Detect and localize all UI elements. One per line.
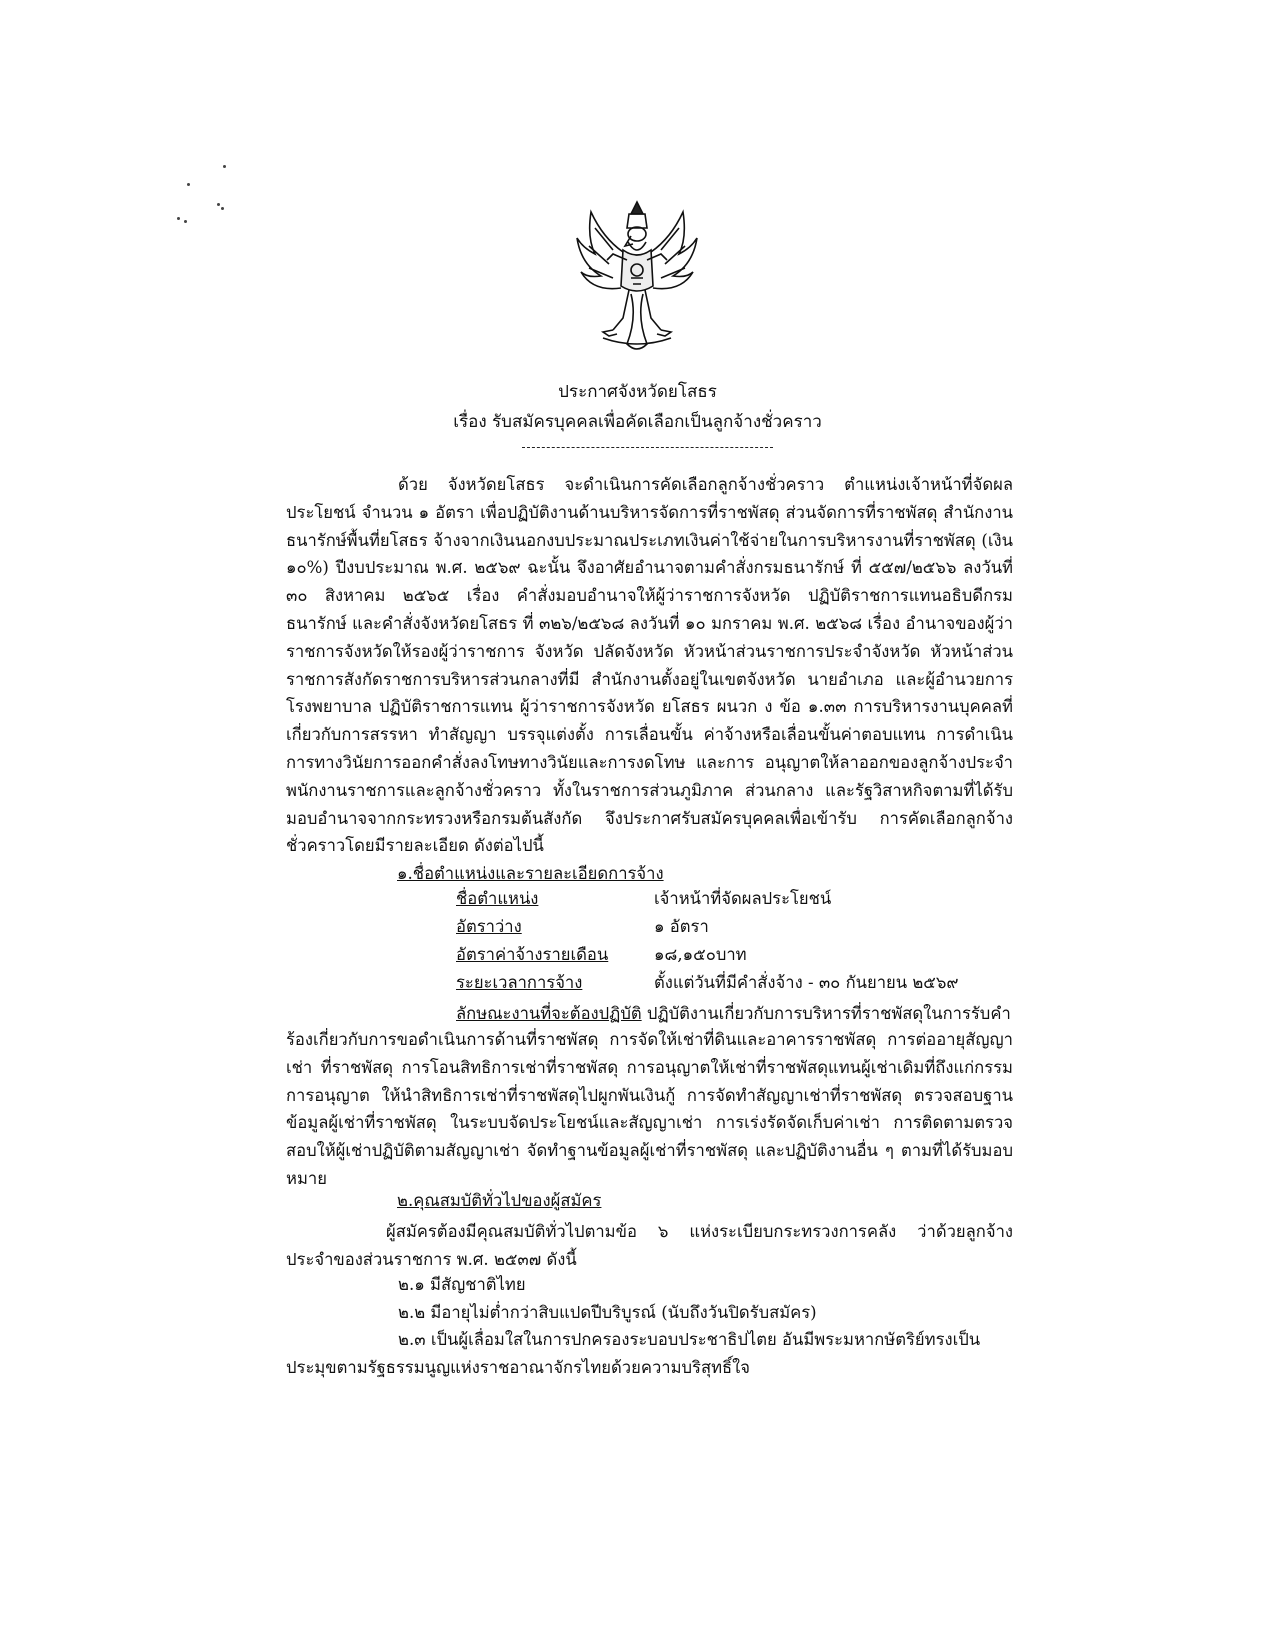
vacancy-label: อัตราว่าง [456, 917, 522, 936]
qualification-item: ๒.๓ เป็นผู้เลื่อมใสในการปกครองระบอบประชาธิปไตย อันมีพระมหากษัตริย์ทรงเป็น [398, 1330, 981, 1349]
table-row [456, 941, 959, 969]
section2-title: ๒.คุณสมบัติทั่วไปของผู้สมัคร [397, 1191, 602, 1210]
qualifications-intro: ผู้สมัครต้องมีคุณสมบัติทั่วไปตามข้อ ๖ แห่งระเบียบกระทรวงการคลัง ว่าด้วยลูกจ้าง ประจำของส่วนราชการ พ.ศ. ๒๕๓๗ ดังนี้ [286, 1222, 1013, 1269]
duties-label: ลักษณะงานที่จะต้องปฏิบัติ [456, 1004, 642, 1023]
notice-title: ประกาศจังหวัดยโสธร [558, 382, 717, 402]
table-row [456, 885, 959, 913]
table-row [456, 969, 959, 997]
duties-first: ปฏิบัติงานเกี่ยวกับการบริหารที่ราชพัสดุในการรับคำ [646, 1004, 1011, 1023]
vacancy-value: ๑ อัตรา [654, 917, 709, 936]
garuda-emblem-icon [573, 198, 701, 356]
table-row [456, 913, 959, 941]
salary-value: ๑๘,๑๕๐บาท [654, 945, 747, 964]
qualification-item: ๒.๒ มีอายุไม่ต่ำกว่าสิบแปดปีบริบูรณ์ (นับถึงวันปิดรับสมัคร) [398, 1303, 817, 1322]
notice-subject: เรื่อง รับสมัครบุคคลเพื่อคัดเลือกเป็นลูกจ้างชั่วคราว [453, 412, 822, 432]
duties-line [456, 1001, 1011, 1027]
section1-title: ๑.ชื่อตำแหน่งและรายละเอียดการจ้าง [397, 864, 664, 883]
qualification-continuation: ประมุขตามรัฐธรรมนูญแห่งราชอาณาจักรไทยด้วยความบริสุทธิ์ใจ [286, 1358, 750, 1377]
title-divider [522, 447, 773, 448]
salary-label: อัตราค่าจ้างรายเดือน [456, 945, 609, 964]
duties-paragraph: ร้องเกี่ยวกับการขอดำเนินการด้านที่ราชพัสดุ การจัดให้เช่าที่ดินและอาคารราชพัสดุ การต่ออายุสัญญาเช่า ที่ราชพัสดุ การโอนสิทธิการเช่าที่ราชพัสดุ การอนุญาตให้เช่าที่ราชพัสดุแทนผู้เช่าเดิมที่ถึงแก่กรรม การอนุญาต ให้นำสิทธิการเช่าที่ราชพัสดุไปผูกพันเงินกู้ การจัดทำสัญญาเช่าที่ราชพัสดุ ตรวจสอบฐานข้อมูลผู้เช่าที่ราชพัสดุ ในระบบจัดประโยชน์และสัญญาเช่า การเร่งรัดจัดเก็บค่าเช่า การติดตามตรวจสอบให้ผู้เช่าปฏิบัติตามสัญญาเช่า จัดทำฐานข้อมูลผู้เช่าที่ราชพัสดุ และปฏิบัติงานอื่น ๆ ตามที่ได้รับมอบหมาย [286, 1030, 1013, 1188]
employment-period-value: ตั้งแต่วันที่มีคำสั่งจ้าง - ๓๐ กันยายน ๒๕๖๙ [654, 973, 959, 992]
scan-specks [175, 165, 235, 225]
intro-paragraph: ด้วย จังหวัดยโสธร จะดำเนินการคัดเลือกลูกจ้างชั่วคราว ตำแหน่งเจ้าหน้าที่จัดผลประโยชน์ จำนวน ๑ อัตรา เพื่อปฏิบัติงานด้านบริหารจัดการที่ราชพัสดุ ส่วนจัดการที่ราชพัสดุ สำนักงานธนารักษ์พื้นที่ยโสธร จ้างจากเงินนอกงบประมาณประเภทเงินค่าใช้จ่ายในการบริหารงานที่ราชพัสดุ (เงิน ๑๐%) ปีงบประมาณ พ.ศ. ๒๕๖๙ ฉะนั้น จึงอาศัยอำนาจตามคำสั่งกรมธนารักษ์ ที่ ๕๕๗/๒๕๖๖ ลงวันที่ ๓๐ สิงหาคม ๒๕๖๕ เรื่อง คำสั่งมอบอำนาจให้ผู้ว่าราชการจังหวัด ปฏิบัติราชการแทนอธิบดีกรมธนารักษ์ และคำสั่งจังหวัดยโสธร ที่ ๓๒๖/๒๕๖๘ ลงวันที่ ๑๐ มกราคม พ.ศ. ๒๕๖๘ เรื่อง อำนาจของผู้ว่าราชการจังหวัดให้รองผู้ว่าราชการ จังหวัด ปลัดจังหวัด หัวหน้าส่วนราชการประจำจังหวัด หัวหน้าส่วนราชการสังกัดราชการบริหารส่วนกลางที่มี สำนักงานตั้งอยู่ในเขตจังหวัด นายอำเภอ และผู้อำนวยการโรงพยาบาล ปฏิบัติราชการแทน ผู้ว่าราชการจังหวัด ยโสธร ผนวก ง ข้อ ๑.๓๓ การบริหารงานบุคคลที่เกี่ยวกับการสรรหา ทำสัญญา บรรจุแต่งตั้ง การเลื่อนขั้น ค่าจ้างหรือเลื่อนขั้นค่าตอบแทน การดำเนินการทางวินัยการออกคำสั่งลงโทษทางวินัยและการงดโทษ และการ อนุญาตให้ลาออกของลูกจ้างประจำ พนักงานราชการและลูกจ้างชั่วคราว ทั้งในราชการส่วนภูมิภาค ส่วนกลาง และรัฐวิสาหกิจตามที่ได้รับมอบอำนาจจากกระทรวงหรือกรมต้นสังกัด จึงประกาศรับสมัครบุคคลเพื่อเข้ารับ การคัดเลือกลูกจ้างชั่วคราวโดยมีรายละเอียด ดังต่อไปนี้ [286, 475, 1013, 856]
position-label: ชื่อตำแหน่ง [456, 889, 539, 908]
job-details-table [456, 885, 959, 997]
qualification-item: ๒.๑ มีสัญชาติไทย [398, 1275, 526, 1294]
employment-period-label: ระยะเวลาการจ้าง [456, 973, 583, 992]
position-value: เจ้าหน้าที่จัดผลประโยชน์ [654, 889, 832, 908]
